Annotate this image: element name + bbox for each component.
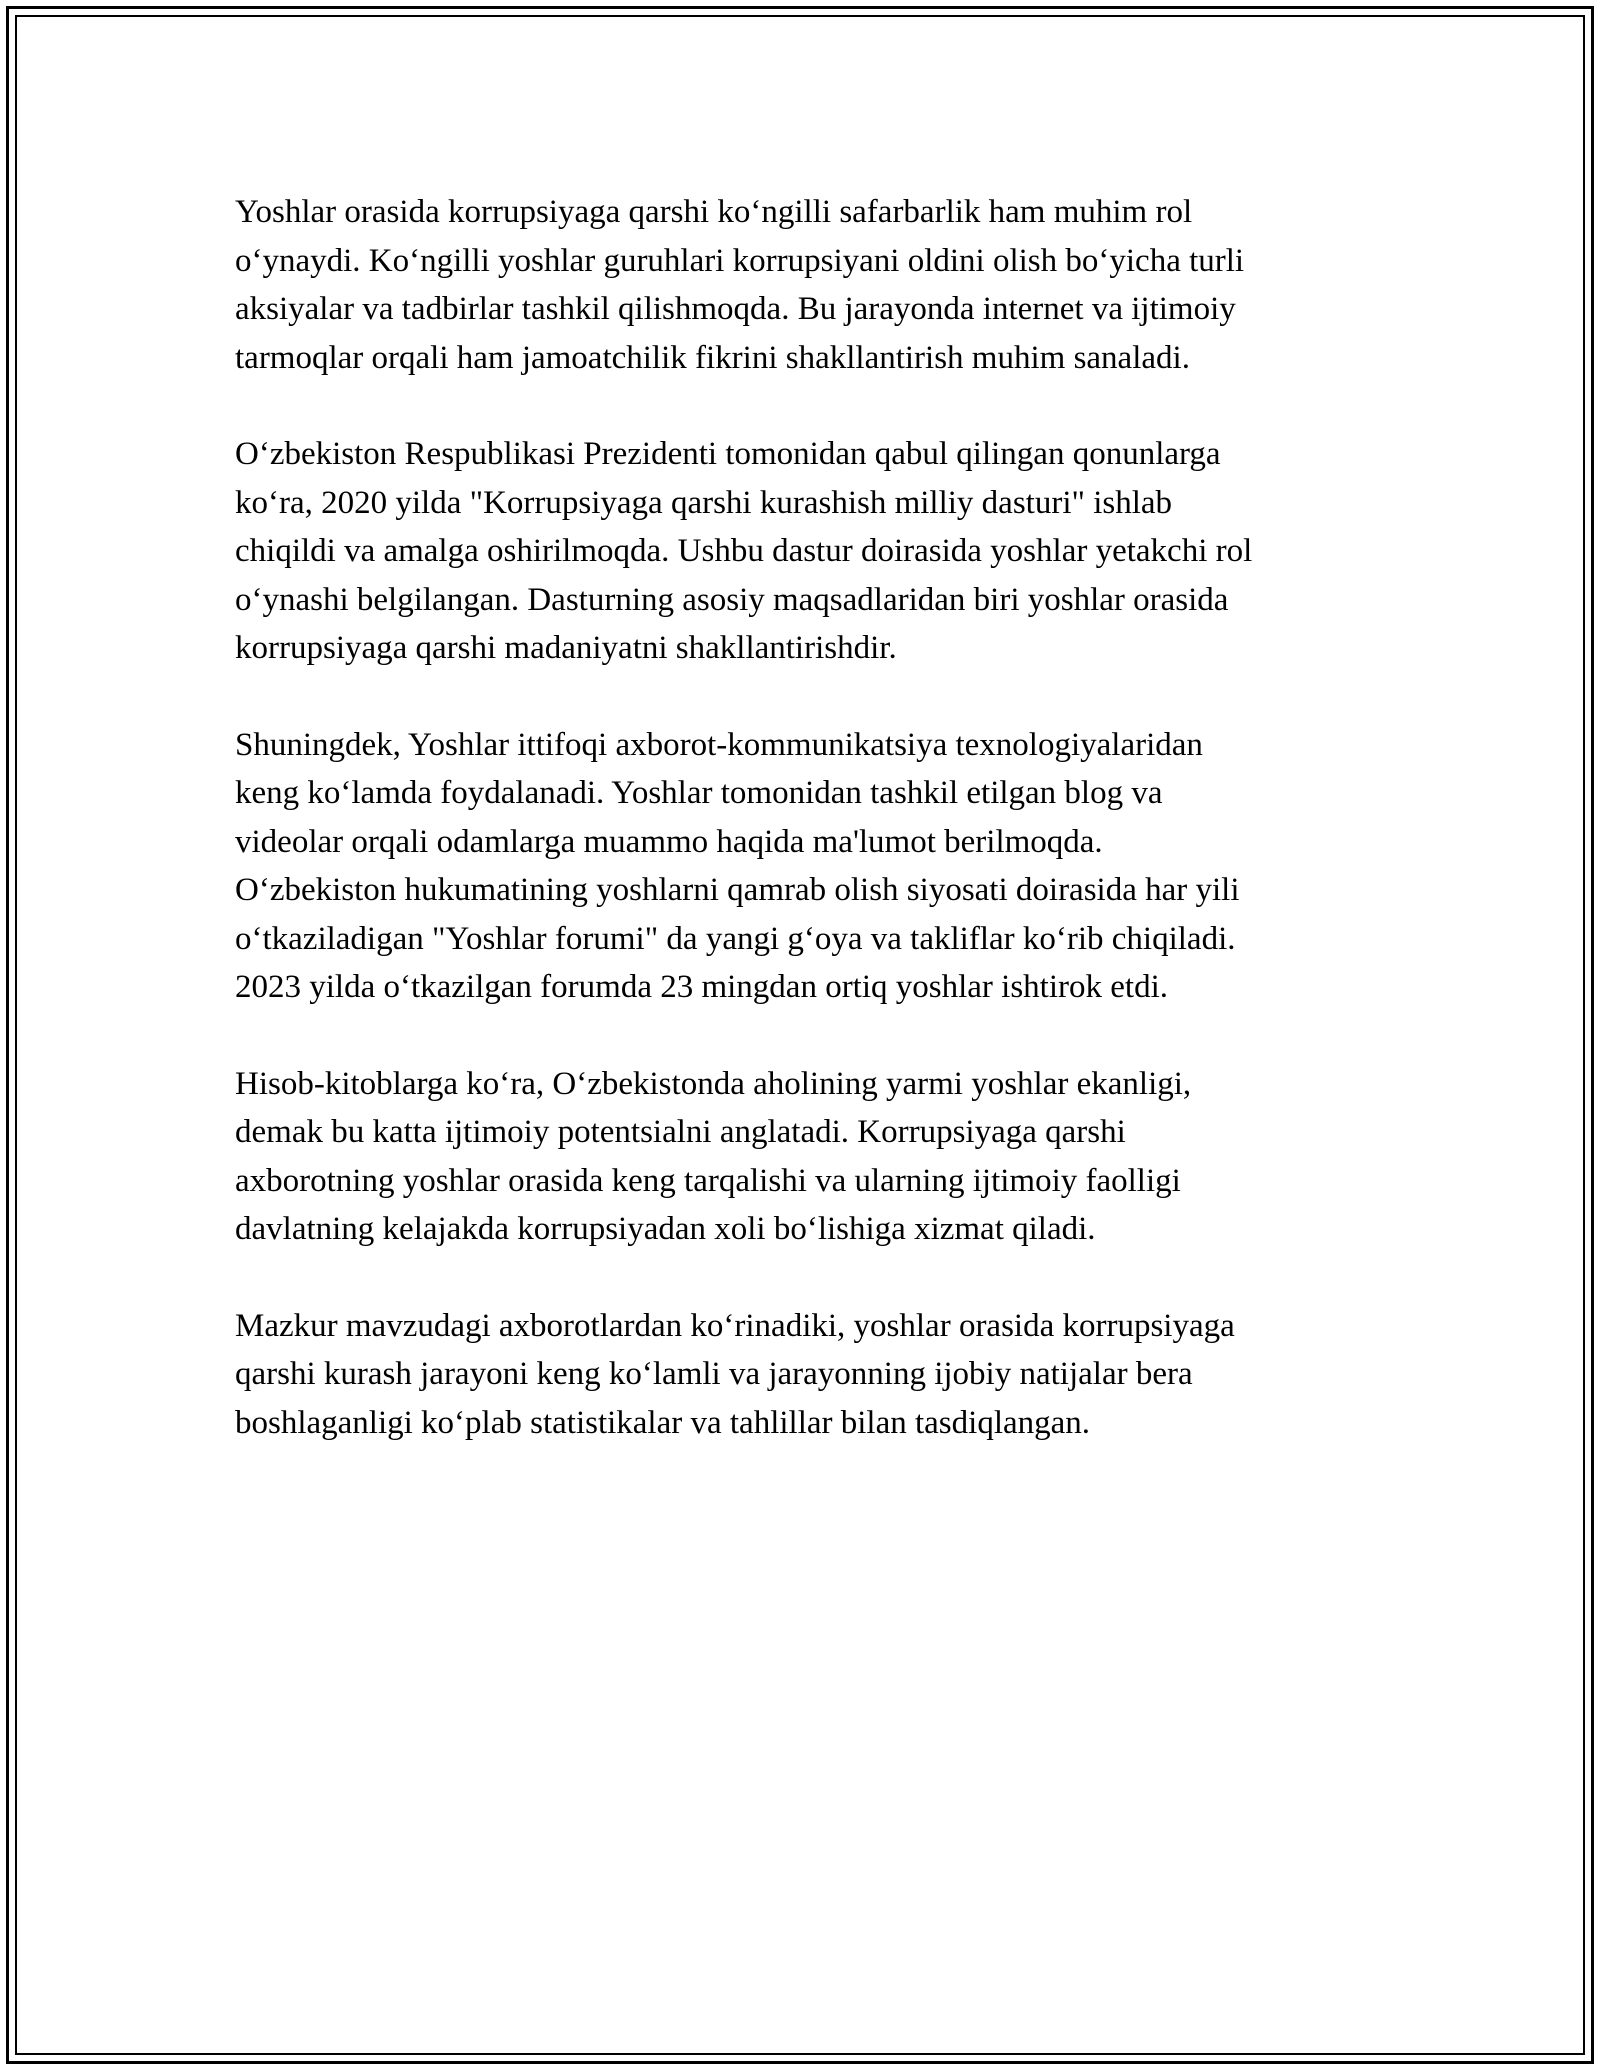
paragraph-volunteering: Yoshlar orasida korrupsiyaga qarshi ko‘ngilli safarbarlik ham muhim rol o‘ynaydi. Ko‘ngilli yoshlar guruhlari korrupsiyani oldini olish bo‘yicha turli aksiyalar va tadbirlar tashkil qilishmoqda. Bu jarayonda internet va ijtimoiy tarmoqlar orqali ham jamoatchilik fikrini shakllantirish muhim sanaladi. bbox=[235, 194, 1245, 376]
paragraph-national-program: O‘zbekiston Respublikasi Prezidenti tomonidan qabul qilingan qonunlarga ko‘ra, 2020 yilda "Korrupsiyaga qarshi kurashish milliy dasturi" ishlab chiqildi va amalga oshirilmoqda. Ushbu dastur doirasida yoshlar yetakchi rol o‘ynashi belgilangan. Dasturning asosiy maqsadlaridan biri yoshlar orasida korrupsiyaga qarshi madaniyatni shakllantirishdir. bbox=[235, 436, 1253, 666]
paragraph-youth-union-ict: Shuningdek, Yoshlar ittifoqi axborot-kommunikatsiya texnologiyalaridan keng ko‘lamda foydalanadi. Yoshlar tomonidan tashkil etilgan blog va videolar orqali odamlarga muammo haqida ma'lumot berilmoqda. O‘zbekiston hukumatining yoshlarni qamrab olish siyosati doirasida har yili o‘tkaziladigan "Yoshlar forumi" da yangi g‘oya va takliflar ko‘rib chiqiladi. 2023 yilda o‘tkazilgan forumda 23 mingdan ortiq yoshlar ishtirok etdi. bbox=[235, 726, 1240, 1005]
document-body bbox=[235, 188, 1385, 1495]
paragraph-conclusion: Mazkur mavzudagi axborotlardan ko‘rinadiki, yoshlar orasida korrupsiyaga qarshi kurash jarayoni keng ko‘lamli va jarayonning ijobiy natijalar bera boshlaganligi ko‘plab statistikalar va tahlillar bilan tasdiqlangan. bbox=[235, 1307, 1235, 1441]
paragraph-youth-population: Hisob-kitoblarga ko‘ra, O‘zbekistonda aholining yarmi yoshlar ekanligi, demak bu katta ijtimoiy potentsialni anglatadi. Korrupsiyaga qarshi axborotning yoshlar orasida keng tarqalishi va ularning ijtimoiy faolligi davlatning kelajakda korrupsiyadan xoli bo‘lishiga xizmat qiladi. bbox=[235, 1065, 1192, 1247]
